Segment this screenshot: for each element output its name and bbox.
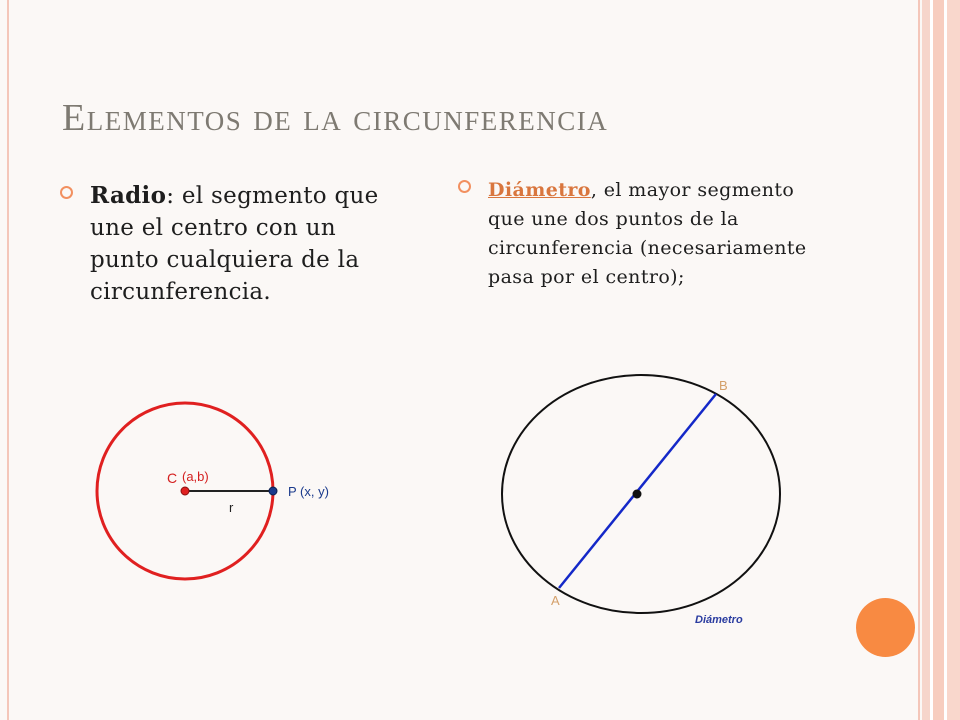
definition-diametro: , el mayor segmento que une dos puntos de la circunferencia (necesariamente pasa por el centro);: [488, 179, 807, 288]
circle-point-p: [269, 487, 277, 495]
endpoint-b-label: B: [719, 378, 728, 393]
decorative-stripe: [947, 0, 960, 720]
decorative-orange-circle: [856, 598, 915, 657]
diameter-caption: Diámetro: [695, 614, 743, 626]
radius-label: r: [229, 500, 234, 515]
center-coords-label: (a,b): [182, 469, 209, 484]
bullet-diametro: [458, 176, 830, 292]
bullet-circle-icon: [458, 180, 471, 193]
term-radio: Radio: [90, 182, 167, 209]
bullet-text: [90, 180, 410, 308]
radius-figure: [90, 395, 380, 590]
decorative-stripe: [922, 0, 930, 720]
decorative-stripe: [933, 0, 944, 720]
slide-title: Elementos de la circunferencia: [62, 97, 609, 139]
center-point: [181, 487, 189, 495]
slide-right-border: [918, 0, 920, 720]
center-label: C: [167, 470, 178, 486]
center-dot: [633, 490, 642, 499]
bullet-text: [488, 176, 830, 292]
term-diametro-link[interactable]: Diámetro: [488, 179, 591, 201]
definition-radio: : el segmento que une el centro con un punto cualquiera de la circunferencia.: [90, 183, 379, 305]
point-label: P (x, y): [288, 484, 329, 499]
slide-left-border: [7, 0, 9, 720]
bullet-circle-icon: [60, 186, 73, 199]
bullet-radio: [60, 180, 410, 308]
endpoint-a-label: A: [551, 593, 560, 608]
diameter-figure: [495, 370, 795, 640]
